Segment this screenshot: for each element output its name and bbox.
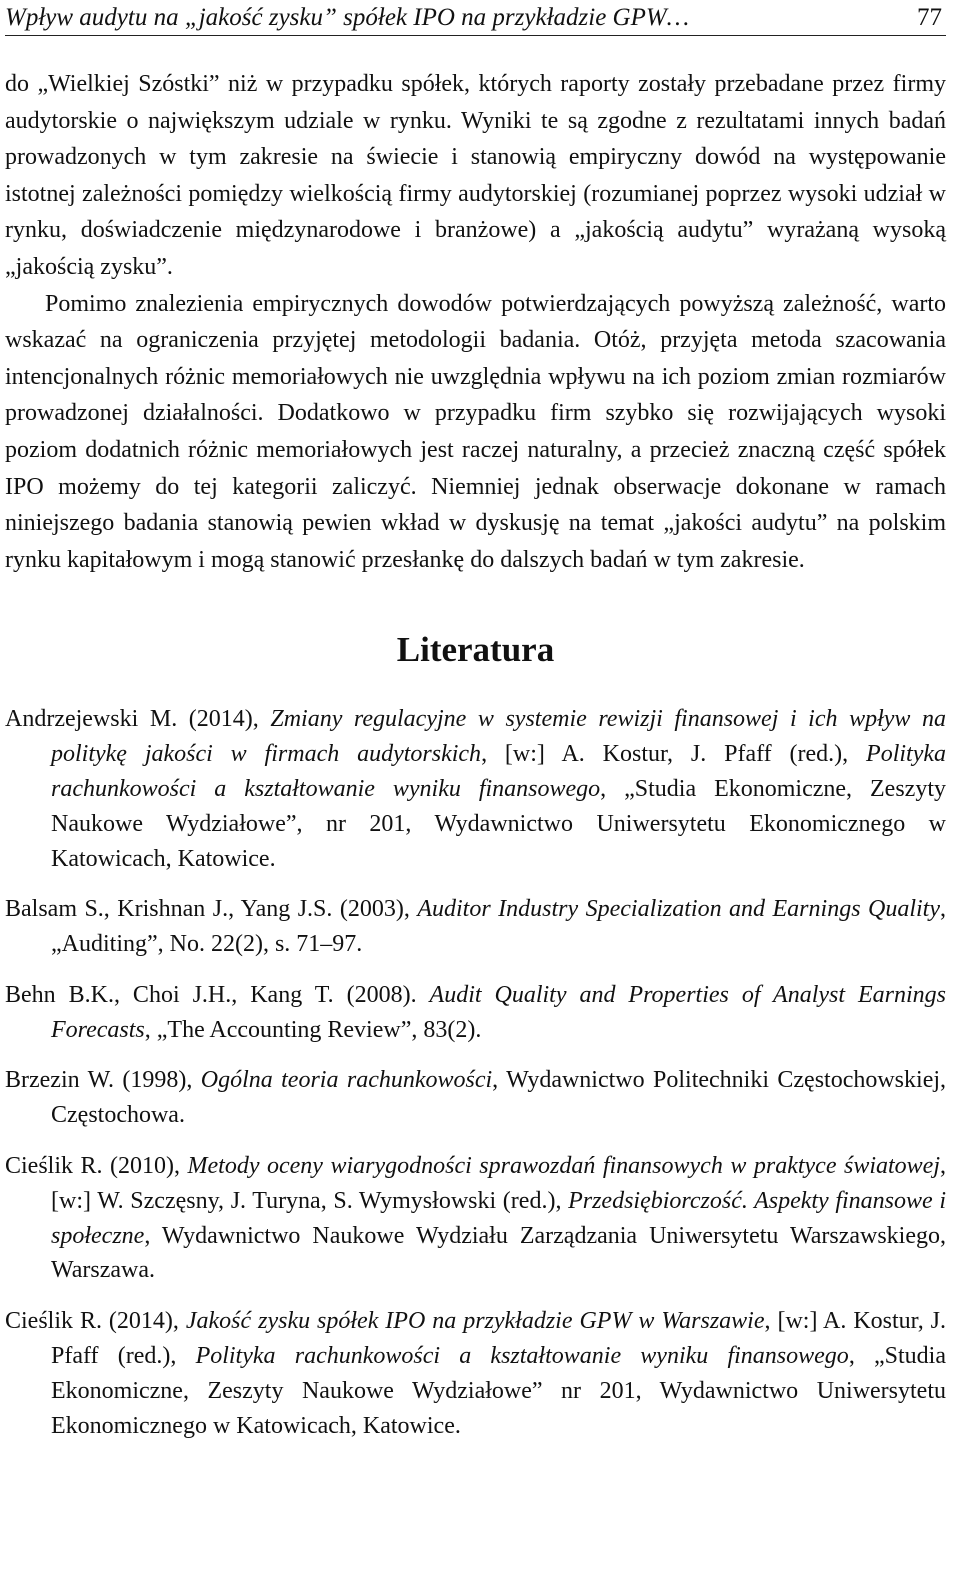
section-title: Literatura bbox=[396, 630, 555, 670]
ref-part: Behn B.K., Choi J.H., Kang T. (2008). bbox=[5, 981, 430, 1008]
ref-title: Ogólna teoria rachunkowości bbox=[200, 1067, 493, 1094]
ref-title: Auditor Industry Specialization and Earnings Quality bbox=[417, 896, 940, 923]
reference-item bbox=[5, 702, 946, 876]
ref-title: Przedsiębiorczość. Aspekty finansowe i społeczne bbox=[51, 1187, 946, 1249]
ref-title: Jakość zysku spółek IPO na przykładzie GPW w Warszawie bbox=[185, 1308, 765, 1335]
reference-item bbox=[5, 892, 946, 962]
ref-part: Cieślik R. (2010), bbox=[5, 1153, 188, 1180]
ref-part: , [w:] A. Kostur, J. Pfaff (red.), bbox=[51, 1308, 947, 1370]
reference-item bbox=[5, 1304, 946, 1443]
ref-part: , [w:] W. Szczęsny, J. Turyna, S. Wymysłowski (red.), bbox=[51, 1153, 946, 1214]
ref-title: Polityka rachunkowości a kształtowanie wyniku finansowego bbox=[51, 741, 946, 802]
ref-part: , „Studia Ekonomiczne, Zeszyty Naukowe Wydziałowe”, nr 201, Wydawnictwo Uniwersytetu Ekonomicznego w Katowicach, Katowice. bbox=[51, 775, 946, 872]
reference-item bbox=[5, 1063, 946, 1133]
ref-part: , Wydawnictwo Naukowe Wydziału Zarządzania Uniwersytetu Warszawskiego, Warszawa. bbox=[51, 1222, 946, 1284]
running-title: Wpływ audytu na „jakość zysku” spółek IPO na przykładzie GPW… bbox=[5, 4, 689, 31]
ref-part: , Wydawnictwo Politechniki Częstochowskiej, Częstochowa. bbox=[51, 1067, 947, 1129]
ref-part: , „Studia Ekonomiczne, Zeszyty Naukowe Wydziałowe” nr 201, Wydawnictwo Uniwersytetu Ekonomicznego w Katowicach, Katowice. bbox=[51, 1343, 946, 1439]
ref-part: , „The Accounting Review”, 83(2). bbox=[144, 1016, 482, 1043]
ref-part: Cieślik R. (2014), bbox=[5, 1308, 186, 1335]
ref-title: Zmiany regulacyjne w systemie rewizji finansowej i ich wpływ na politykę jakości w firmach audytorskich bbox=[51, 706, 946, 768]
reference-item bbox=[5, 1149, 946, 1288]
ref-part: , [w:] A. Kostur, J. Pfaff (red.), bbox=[481, 741, 867, 768]
paragraph: Pomimo znalezienia empirycznych dowodów potwierdzających powyższą zależność, warto wskazać na ograniczenia przyjętej metodologii badania. Otóż, przyjęta metoda szacowania intencjonalnych różnic memoriałowych nie uwzględnia wpływu na ich poziom zmian rozmiarów prowadzonej działalności. Dodatkowo w przypadku firm szybko się rozwijających wysoki poziom dodatnich różnic memoriałowych jest raczej naturalny, a przecież znaczną część spółek IPO możemy do tej kategorii zaliczyć. Niemniej jednak obserwacje dokonane w ramach niniejszego badania stanowią pewien wkład w dyskusję na temat „jakości audytu” na polskim rynku kapitałowym i mogą stanowić przesłankę do dalszych badań w tym zakresie. bbox=[5, 290, 946, 573]
ref-part: Andrzejewski M. (2014), bbox=[5, 706, 271, 733]
page-number: 77 bbox=[917, 4, 942, 31]
ref-title: Audit Quality and Properties of Analyst Earnings Forecasts bbox=[51, 981, 946, 1043]
ref-part: Balsam S., Krishnan J., Yang J.S. (2003), bbox=[5, 896, 418, 923]
ref-part: , „Auditing”, No. 22(2), s. 71–97. bbox=[51, 896, 946, 958]
paragraph: do „Wielkiej Szóstki” niż w przypadku spółek, których raporty zostały przebadane przez firmy audytorskie o największym udziale w rynku. Wyniki te są zgodne z rezultatami innych badań prowadzonych w tym zakresie na świecie i stanowią empiryczny dowód na występowanie istotnej zależności pomiędzy wielkością firmy audytorskiej (rozumianej poprzez wysoki udział w rynku, doświadczenie międzynarodowe i branżowe) a „jakością audytu” wyrażaną wysoką „jakością zysku”. bbox=[5, 71, 946, 280]
reference-item bbox=[5, 978, 946, 1048]
running-header bbox=[5, 0, 946, 36]
ref-title: Metody oceny wiarygodności sprawozdań finansowych w praktyce światowej bbox=[187, 1153, 940, 1180]
body-text bbox=[5, 66, 946, 578]
reference-list bbox=[5, 702, 946, 1443]
ref-part: Brzezin W. (1998), bbox=[5, 1067, 201, 1094]
ref-title: Polityka rachunkowości a kształtowanie wyniku finansowego bbox=[195, 1343, 849, 1370]
